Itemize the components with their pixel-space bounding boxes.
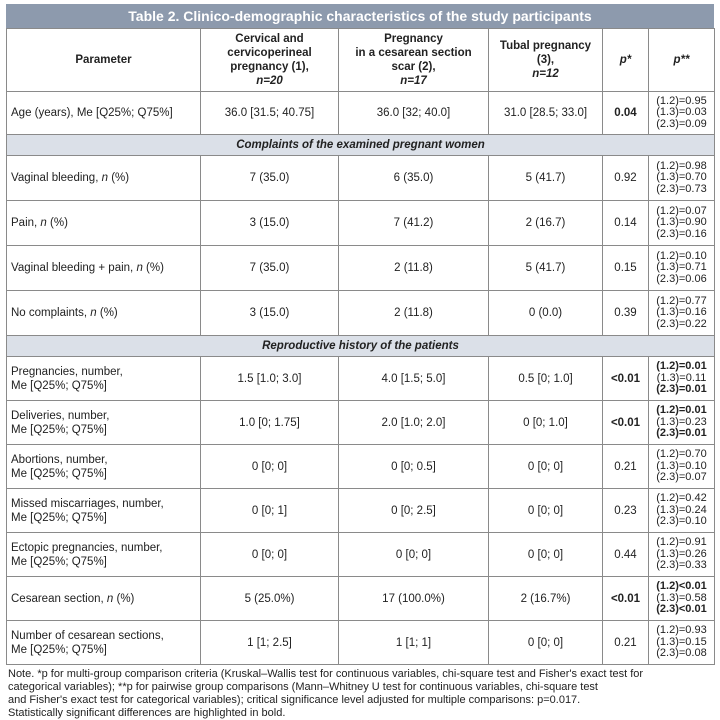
cell-group-2: 2 (11.8)	[339, 246, 489, 291]
cell-p: 0.15	[603, 246, 649, 291]
cell-group-1: 0 [0; 0]	[201, 533, 339, 577]
cell-p: <0.01	[603, 401, 649, 445]
cell-group-1: 3 (15.0)	[201, 201, 339, 246]
cell-group-3: 5 (41.7)	[489, 246, 603, 291]
cell-pairwise-p: (1.2)=0.01 (1.3)=0.11 (2.3)=0.01	[649, 357, 715, 401]
cell-group-2: 17 (100.0%)	[339, 577, 489, 621]
header-group-1: Cervical and cervicoperineal pregnancy (1), n=20	[201, 29, 339, 92]
cell-group-3: 0 [0; 0]	[489, 621, 603, 665]
cell-p: 0.44	[603, 533, 649, 577]
section-title: Complaints of the examined pregnant women	[7, 135, 715, 156]
cell-pairwise-p: (1.2)=0.91 (1.3)=0.26 (2.3)=0.33	[649, 533, 715, 577]
cell-p: 0.04	[603, 92, 649, 135]
cell-group-2: 4.0 [1.5; 5.0]	[339, 357, 489, 401]
cell-pairwise-p: (1.2)=0.07 (1.3)=0.90 (2.3)=0.16	[649, 201, 715, 246]
table-row	[7, 401, 715, 445]
cell-group-3: 5 (41.7)	[489, 156, 603, 201]
cell-group-3: 0 [0; 0]	[489, 445, 603, 489]
table-row	[7, 357, 715, 401]
section-row	[7, 336, 715, 357]
cell-p: 0.23	[603, 489, 649, 533]
cell-p: 0.39	[603, 291, 649, 336]
characteristics-table	[6, 28, 715, 665]
cell-group-3: 0 [0; 0]	[489, 533, 603, 577]
cell-group-1: 3 (15.0)	[201, 291, 339, 336]
table-row	[7, 577, 715, 621]
cell-pairwise-p: (1.2)<0.01 (1.3)=0.58 (2.3)<0.01	[649, 577, 715, 621]
cell-pairwise-p: (1.2)=0.70 (1.3)=0.10 (2.3)=0.07	[649, 445, 715, 489]
header-group-2: Pregnancy in a cesarean section scar (2), n=17	[339, 29, 489, 92]
cell-p: <0.01	[603, 577, 649, 621]
row-parameter: Missed miscarriages, number, Me [Q25%; Q75%]	[7, 489, 201, 533]
cell-group-2: 1 [1; 1]	[339, 621, 489, 665]
cell-group-1: 0 [0; 1]	[201, 489, 339, 533]
table-row	[7, 201, 715, 246]
table-note: Note. *p for multi-group comparison criteria (Kruskal–Wallis test for continuous variables, chi-square test and Fisher's exact test for categorical variables); **p for pairwise group comparisons (Mann–Whitney U test for continuous variables, chi-square test and Fisher's exact test for categorical variables); critical significance level adjusted for multiple comparisons: p=0.017. Statistically significant differences are highlighted in bold.	[8, 668, 644, 719]
row-parameter: Vaginal bleeding + pain, n (%)	[7, 246, 201, 291]
cell-p: 0.21	[603, 445, 649, 489]
cell-p: 0.21	[603, 621, 649, 665]
cell-group-2: 0 [0; 0]	[339, 533, 489, 577]
row-parameter: Abortions, number, Me [Q25%; Q75%]	[7, 445, 201, 489]
header-row	[7, 29, 715, 92]
header-pp: p**	[649, 29, 715, 92]
section-row	[7, 135, 715, 156]
cell-group-3: 0 [0; 0]	[489, 489, 603, 533]
row-parameter: Age (years), Me [Q25%; Q75%]	[7, 92, 201, 135]
table-row	[7, 621, 715, 665]
cell-group-3: 0.5 [0; 1.0]	[489, 357, 603, 401]
table-row	[7, 291, 715, 336]
cell-group-2: 2 (11.8)	[339, 291, 489, 336]
cell-group-1: 0 [0; 0]	[201, 445, 339, 489]
cell-group-2: 0 [0; 0.5]	[339, 445, 489, 489]
header-p: p*	[603, 29, 649, 92]
cell-group-2: 6 (35.0)	[339, 156, 489, 201]
cell-pairwise-p: (1.2)=0.77 (1.3)=0.16 (2.3)=0.22	[649, 291, 715, 336]
cell-pairwise-p: (1.2)=0.42 (1.3)=0.24 (2.3)=0.10	[649, 489, 715, 533]
cell-p: 0.92	[603, 156, 649, 201]
table-row	[7, 445, 715, 489]
cell-pairwise-p: (1.2)=0.98 (1.3)=0.70 (2.3)=0.73	[649, 156, 715, 201]
table-row	[7, 92, 715, 135]
cell-group-1: 7 (35.0)	[201, 156, 339, 201]
cell-group-2: 36.0 [32; 40.0]	[339, 92, 489, 135]
row-parameter: Pain, n (%)	[7, 201, 201, 246]
table-row	[7, 533, 715, 577]
row-parameter: Pregnancies, number, Me [Q25%; Q75%]	[7, 357, 201, 401]
row-parameter: Vaginal bleeding, n (%)	[7, 156, 201, 201]
row-parameter: No complaints, n (%)	[7, 291, 201, 336]
row-parameter: Cesarean section, n (%)	[7, 577, 201, 621]
cell-group-2: 2.0 [1.0; 2.0]	[339, 401, 489, 445]
table-row	[7, 489, 715, 533]
cell-group-2: 7 (41.2)	[339, 201, 489, 246]
cell-group-1: 36.0 [31.5; 40.75]	[201, 92, 339, 135]
cell-pairwise-p: (1.2)=0.10 (1.3)=0.71 (2.3)=0.06	[649, 246, 715, 291]
cell-group-1: 7 (35.0)	[201, 246, 339, 291]
row-parameter: Deliveries, number, Me [Q25%; Q75%]	[7, 401, 201, 445]
row-parameter: Number of cesarean sections, Me [Q25%; Q75%]	[7, 621, 201, 665]
cell-group-1: 1 [1; 2.5]	[201, 621, 339, 665]
cell-pairwise-p: (1.2)=0.93 (1.3)=0.15 (2.3)=0.08	[649, 621, 715, 665]
cell-group-1: 1.5 [1.0; 3.0]	[201, 357, 339, 401]
cell-group-3: 2 (16.7%)	[489, 577, 603, 621]
cell-group-3: 2 (16.7)	[489, 201, 603, 246]
cell-pairwise-p: (1.2)=0.01 (1.3)=0.23 (2.3)=0.01	[649, 401, 715, 445]
cell-group-2: 0 [0; 2.5]	[339, 489, 489, 533]
table-row	[7, 156, 715, 201]
cell-group-3: 31.0 [28.5; 33.0]	[489, 92, 603, 135]
cell-group-3: 0 [0; 1.0]	[489, 401, 603, 445]
header-parameter: Parameter	[7, 29, 201, 92]
cell-group-1: 5 (25.0%)	[201, 577, 339, 621]
table-row	[7, 246, 715, 291]
section-title: Reproductive history of the patients	[7, 336, 715, 357]
table-container	[6, 4, 714, 720]
row-parameter: Ectopic pregnancies, number, Me [Q25%; Q75%]	[7, 533, 201, 577]
header-group-3: Tubal pregnancy (3), n=12	[489, 29, 603, 92]
cell-pairwise-p: (1.2)=0.95 (1.3)=0.03 (2.3)=0.09	[649, 92, 715, 135]
cell-p: 0.14	[603, 201, 649, 246]
cell-group-3: 0 (0.0)	[489, 291, 603, 336]
table-title: Table 2. Clinico-demographic characteristics of the study participants	[6, 4, 714, 28]
cell-p: <0.01	[603, 357, 649, 401]
cell-group-1: 1.0 [0; 1.75]	[201, 401, 339, 445]
